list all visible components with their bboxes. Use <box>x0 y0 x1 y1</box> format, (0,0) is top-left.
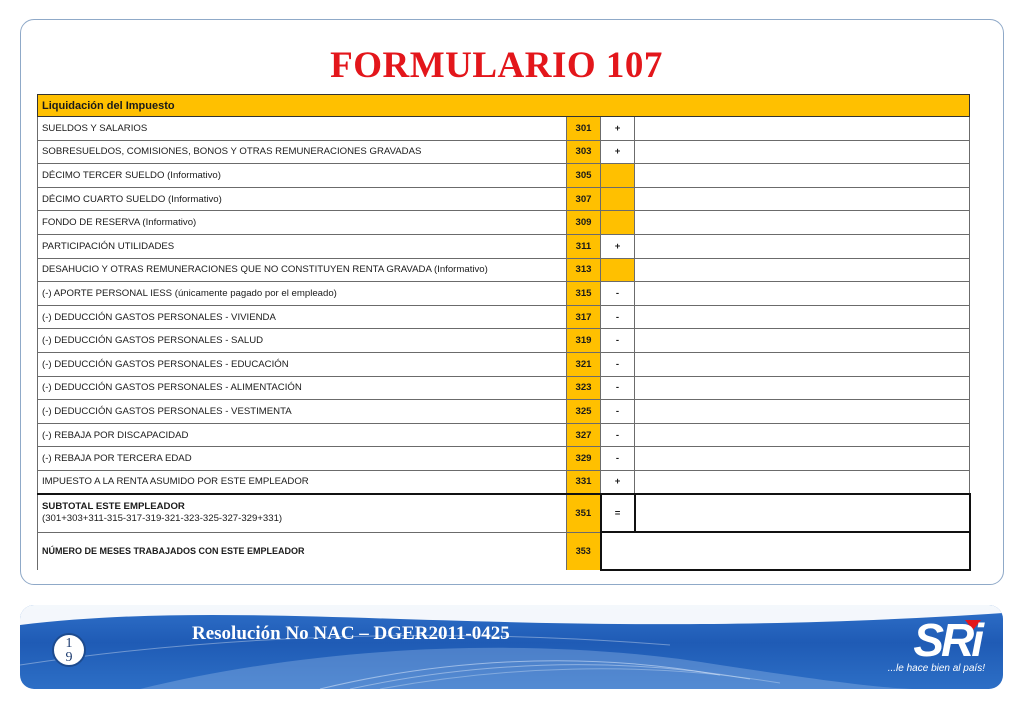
row-code: 301 <box>567 117 601 141</box>
row-value-field[interactable] <box>635 140 970 164</box>
footer-wave-decoration <box>20 605 1003 689</box>
row-value-field[interactable] <box>635 234 970 258</box>
row-value-field[interactable] <box>635 211 970 235</box>
row-label: PARTICIPACIÓN UTILIDADES <box>38 234 567 258</box>
row-sign: - <box>601 282 635 306</box>
table-row <box>38 470 970 494</box>
row-sign <box>601 187 635 211</box>
row-sign: + <box>601 234 635 258</box>
row-sign <box>601 211 635 235</box>
row-code: 321 <box>567 352 601 376</box>
sri-logo <box>859 613 989 683</box>
page-number-bottom: 9 <box>65 650 73 665</box>
row-sign <box>601 164 635 188</box>
row-sign: - <box>601 447 635 471</box>
table-row <box>38 352 970 376</box>
subtotal-value-field[interactable] <box>635 494 970 532</box>
row-value-field[interactable] <box>635 423 970 447</box>
months-row <box>38 532 970 570</box>
table-row <box>38 164 970 188</box>
row-label: (-) DEDUCCIÓN GASTOS PERSONALES - SALUD <box>38 329 567 353</box>
table-row <box>38 447 970 471</box>
row-code: 325 <box>567 400 601 424</box>
subtotal-row <box>38 494 970 532</box>
table-header-row <box>38 95 970 117</box>
table-row <box>38 187 970 211</box>
table-row <box>38 423 970 447</box>
row-label: (-) DEDUCCIÓN GASTOS PERSONALES - VIVIENDA <box>38 305 567 329</box>
row-code: 331 <box>567 470 601 494</box>
table-row <box>38 258 970 282</box>
row-sign: - <box>601 400 635 424</box>
row-sign: + <box>601 117 635 141</box>
logo-text: SRi <box>913 614 981 666</box>
row-sign: - <box>601 352 635 376</box>
subtotal-sign: = <box>601 494 635 532</box>
table-row <box>38 329 970 353</box>
subtotal-code: 351 <box>567 494 601 532</box>
row-value-field[interactable] <box>635 117 970 141</box>
table-row <box>38 234 970 258</box>
row-value-field[interactable] <box>635 329 970 353</box>
row-value-field[interactable] <box>635 376 970 400</box>
page-number-top: 1 <box>65 636 73 651</box>
row-label: SUELDOS Y SALARIOS <box>38 117 567 141</box>
row-label: IMPUESTO A LA RENTA ASUMIDO POR ESTE EMPLEADOR <box>38 470 567 494</box>
row-label: (-) REBAJA POR TERCERA EDAD <box>38 447 567 471</box>
row-value-field[interactable] <box>635 352 970 376</box>
table-row <box>38 211 970 235</box>
row-label: (-) APORTE PERSONAL IESS (únicamente pagado por el empleado) <box>38 282 567 306</box>
row-label: FONDO DE RESERVA (Informativo) <box>38 211 567 235</box>
row-code: 329 <box>567 447 601 471</box>
table-header: Liquidación del Impuesto <box>38 95 970 117</box>
row-value-field[interactable] <box>635 400 970 424</box>
months-code: 353 <box>567 532 601 570</box>
row-label: (-) DEDUCCIÓN GASTOS PERSONALES - ALIMENTACIÓN <box>38 376 567 400</box>
row-code: 317 <box>567 305 601 329</box>
row-code: 311 <box>567 234 601 258</box>
row-value-field[interactable] <box>635 164 970 188</box>
row-value-field[interactable] <box>635 187 970 211</box>
row-label: (-) DEDUCCIÓN GASTOS PERSONALES - EDUCACIÓN <box>38 352 567 376</box>
row-value-field[interactable] <box>635 447 970 471</box>
row-code: 327 <box>567 423 601 447</box>
row-code: 309 <box>567 211 601 235</box>
row-sign: - <box>601 423 635 447</box>
row-sign: - <box>601 376 635 400</box>
subtotal-label-cell <box>38 494 567 532</box>
row-value-field[interactable] <box>635 305 970 329</box>
row-code: 319 <box>567 329 601 353</box>
row-code: 323 <box>567 376 601 400</box>
table-row <box>38 376 970 400</box>
footer-banner <box>20 605 1003 689</box>
row-code: 305 <box>567 164 601 188</box>
table-row <box>38 282 970 306</box>
months-label: NÚMERO DE MESES TRABAJADOS CON ESTE EMPLEADOR <box>38 532 567 570</box>
row-label: DESAHUCIO Y OTRAS REMUNERACIONES QUE NO CONSTITUYEN RENTA GRAVADA (Informativo) <box>38 258 567 282</box>
row-label: (-) DEDUCCIÓN GASTOS PERSONALES - VESTIMENTA <box>38 400 567 424</box>
row-sign: + <box>601 140 635 164</box>
table-row <box>38 140 970 164</box>
page-title: FORMULARIO 107 <box>330 45 663 86</box>
table-row <box>38 305 970 329</box>
row-value-field[interactable] <box>635 470 970 494</box>
row-sign <box>601 258 635 282</box>
row-code: 315 <box>567 282 601 306</box>
table-row <box>38 117 970 141</box>
row-label: DÉCIMO TERCER SUELDO (Informativo) <box>38 164 567 188</box>
form-table <box>37 94 971 571</box>
row-code: 313 <box>567 258 601 282</box>
subtotal-formula: (301+303+311-315-317-319-321-323-325-327-329+331) <box>42 513 283 525</box>
logo-tagline: ...le hace bien al país! <box>887 663 985 674</box>
row-value-field[interactable] <box>635 258 970 282</box>
table-row <box>38 400 970 424</box>
resolution-text: Resolución No NAC – DGER2011-0425 <box>192 623 510 644</box>
row-code: 303 <box>567 140 601 164</box>
row-value-field[interactable] <box>635 282 970 306</box>
row-sign: - <box>601 329 635 353</box>
row-label: DÉCIMO CUARTO SUELDO (Informativo) <box>38 187 567 211</box>
row-label: SOBRESUELDOS, COMISIONES, BONOS Y OTRAS REMUNERACIONES GRAVADAS <box>38 140 567 164</box>
page-number-badge <box>52 633 86 667</box>
row-code: 307 <box>567 187 601 211</box>
row-sign: + <box>601 470 635 494</box>
months-value-field[interactable] <box>601 532 970 570</box>
row-sign: - <box>601 305 635 329</box>
row-label: (-) REBAJA POR DISCAPACIDAD <box>38 423 567 447</box>
subtotal-label: SUBTOTAL ESTE EMPLEADOR <box>42 501 185 513</box>
